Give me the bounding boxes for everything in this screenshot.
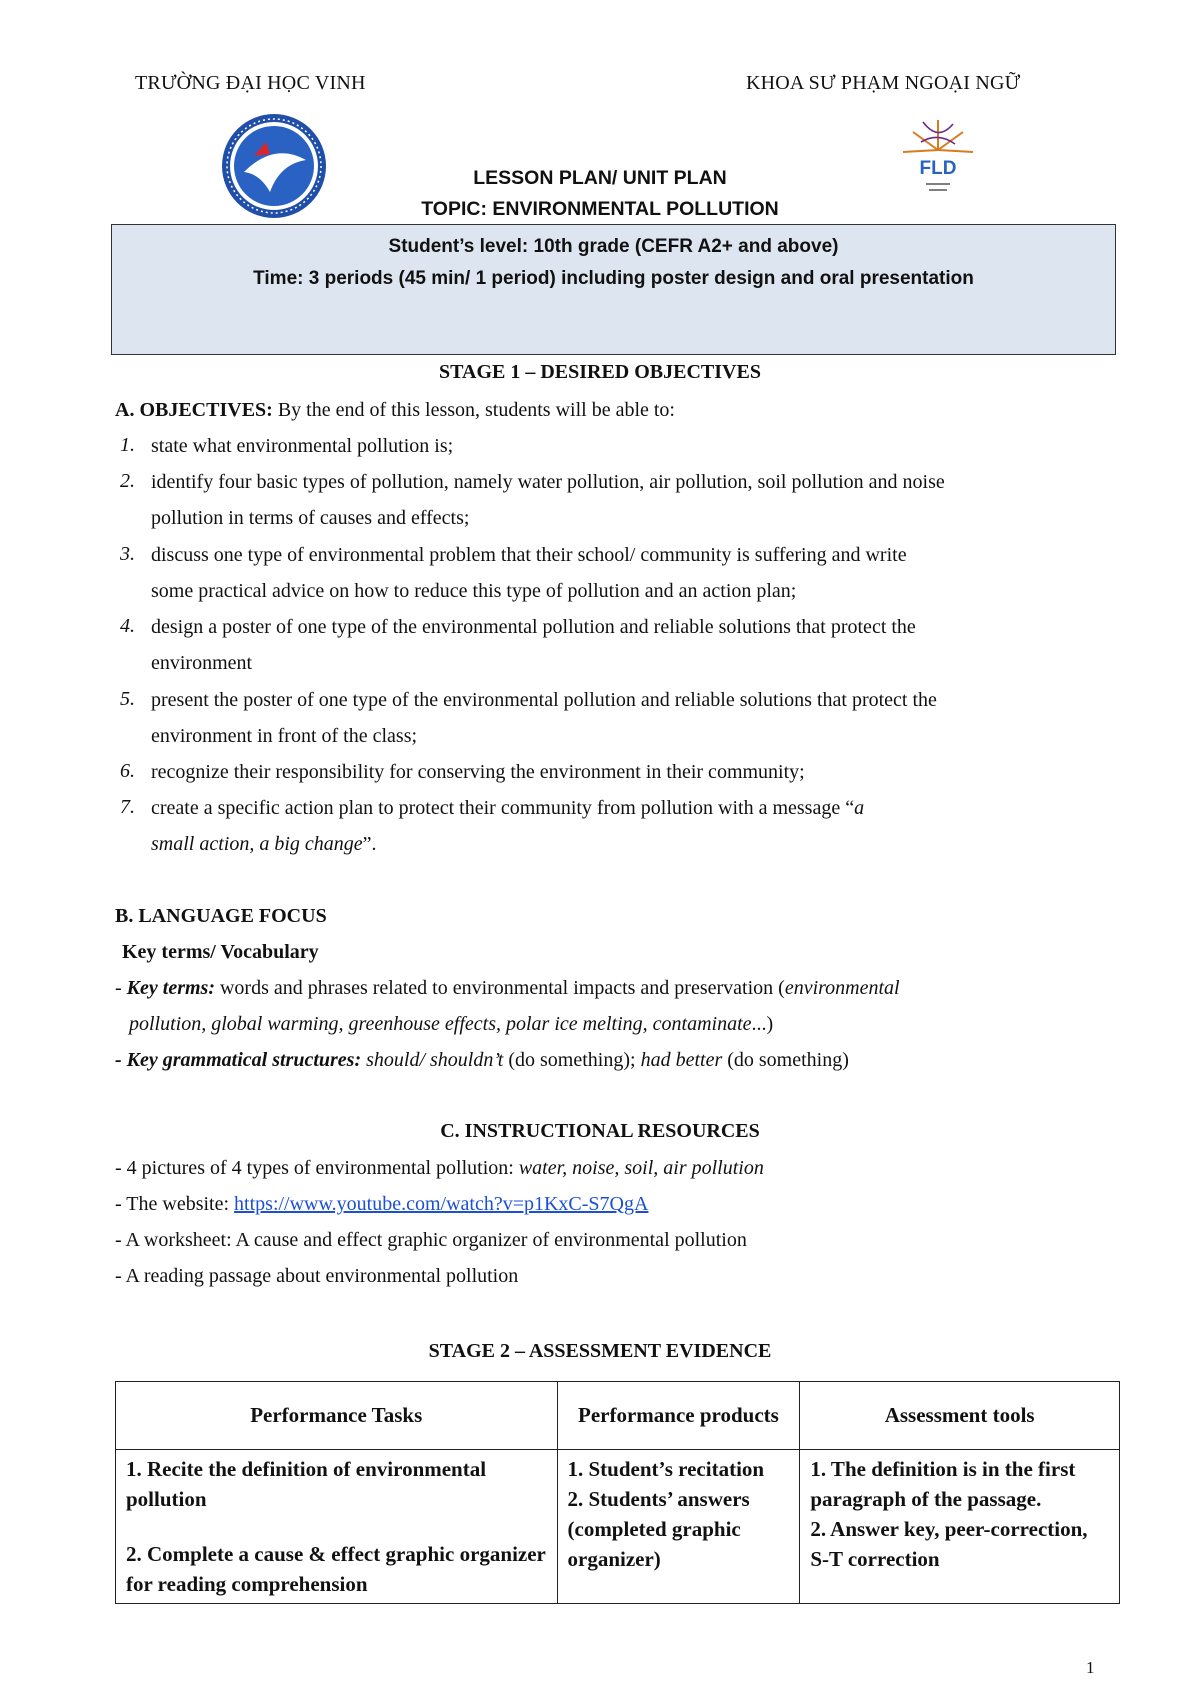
resources-heading: C. INSTRUCTIONAL RESOURCES [440, 1120, 760, 1142]
objective-number: 3. [120, 543, 135, 565]
resource-item [115, 1156, 764, 1180]
key-terms-line-cont [129, 1012, 773, 1036]
student-level: Student’s level: 10th grade (CEFR A2+ and above) [388, 236, 839, 257]
table-cell-tasks [116, 1450, 558, 1604]
stage2-heading: STAGE 2 – ASSESSMENT EVIDENCE [428, 1340, 772, 1362]
key-terms-end: ...) [751, 1013, 774, 1035]
grammar-structure-1: should/ shouldn’t [361, 1049, 504, 1071]
product-1: 1. Student’s recitation [567, 1457, 765, 1481]
objectives-label: A. OBJECTIVES: [115, 399, 273, 421]
key-terms-examples-cont: pollution, global warming, greenhouse effects, polar ice melting, contaminate [129, 1013, 752, 1035]
youtube-link[interactable]: https://www.youtube.com/watch?v=p1KxC-S7QgA [234, 1193, 649, 1215]
objective-7-end: ”. [362, 833, 377, 855]
lesson-plan-title: LESSON PLAN/ UNIT PLAN [473, 167, 727, 189]
objective-item: recognize their responsibility for conserving the environment in their community; [151, 761, 805, 783]
resource-item [115, 1192, 648, 1216]
objective-number: 1. [120, 434, 135, 456]
assessment-table [115, 1381, 1120, 1604]
objective-number: 2. [120, 470, 135, 492]
university-name: TRƯỜNG ĐẠI HỌC VINH [135, 72, 366, 94]
key-terms-examples: environmental [784, 977, 900, 999]
objective-item: state what environmental pollution is; [151, 435, 454, 457]
objective-item: discuss one type of environmental problem that their school/ community is suffering and write [151, 544, 907, 566]
objective-number: 7. [120, 796, 135, 818]
resource-item: - A worksheet: A cause and effect graphic organizer of environmental pollution [115, 1229, 747, 1251]
key-terms-subheading: Key terms/ Vocabulary [122, 941, 319, 963]
fld-logo-icon [893, 112, 983, 204]
objective-number: 6. [120, 760, 135, 782]
objective-item-cont: pollution in terms of causes and effects; [151, 507, 470, 529]
objectives-intro [115, 398, 675, 422]
page-number: 1 [1086, 1658, 1095, 1677]
objective-item: present the poster of one type of the environmental pollution and reliable solutions that protect the [151, 689, 937, 711]
objective-number: 4. [120, 615, 135, 637]
task-2: 2. Complete a cause & effect graphic organizer for reading comprehension [126, 1542, 546, 1596]
key-terms-dash: - [115, 977, 127, 999]
grammar-line [115, 1048, 849, 1072]
resource-1-types: water, noise, soil, air pollution [518, 1157, 764, 1179]
grammar-text-2: (do something) [722, 1049, 849, 1071]
language-focus-heading: B. LANGUAGE FOCUS [115, 905, 327, 927]
lesson-info-box [111, 224, 1116, 355]
table-row [116, 1450, 1120, 1604]
faculty-name: KHOA SƯ PHẠM NGOẠI NGỮ [746, 72, 1021, 94]
lesson-time: Time: 3 periods (45 min/ 1 period) including poster design and oral presentation [253, 268, 974, 289]
objective-item-cont: some practical advice on how to reduce this type of pollution and an action plan; [151, 580, 797, 602]
key-terms-text: words and phrases related to environmental impacts and preservation ( [214, 977, 785, 999]
tool-1: 1. The definition is in the first paragraph of the passage. [810, 1457, 1076, 1511]
resource-item: - A reading passage about environmental pollution [115, 1265, 519, 1287]
key-terms-label: Key terms: [126, 977, 215, 999]
table-header-row [116, 1382, 1120, 1450]
table-cell-products [557, 1450, 800, 1604]
tool-2: 2. Answer key, peer-correction, S-T correction [810, 1517, 1088, 1571]
objectives-text: By the end of this lesson, students will be able to: [272, 399, 675, 421]
objective-7-quote-start: a [854, 797, 865, 819]
objective-7-quote: small action, a big change [151, 833, 363, 855]
objective-item: design a poster of one type of the environmental pollution and reliable solutions that protect the [151, 616, 916, 638]
grammar-structure-2: had better [640, 1049, 723, 1071]
grammar-text-1: (do something); [503, 1049, 641, 1071]
grammar-label: - Key grammatical structures: [115, 1049, 362, 1071]
objective-item [151, 796, 864, 820]
objective-number: 5. [120, 688, 135, 710]
objective-item: identify four basic types of pollution, namely water pollution, air pollution, soil pollution and noise [151, 471, 945, 493]
table-header: Performance products [557, 1382, 800, 1450]
fld-text: FLD [919, 158, 957, 179]
objective-item-cont: environment [151, 652, 253, 674]
table-header: Performance Tasks [116, 1382, 558, 1450]
topic-title: TOPIC: ENVIRONMENTAL POLLUTION [421, 198, 779, 220]
resource-1-text: - 4 pictures of 4 types of environmental pollution: [115, 1157, 519, 1179]
objective-item-cont: environment in front of the class; [151, 725, 418, 747]
resource-2-text: - The website: [115, 1193, 235, 1215]
task-1: 1. Recite the definition of environmental pollution [126, 1457, 487, 1511]
table-cell-tools [800, 1450, 1120, 1604]
key-terms-line [115, 976, 900, 1000]
objective-7-text: create a specific action plan to protect their community from pollution with a message “ [151, 797, 855, 819]
table-header: Assessment tools [800, 1382, 1120, 1450]
product-2: 2. Students’ answers (completed graphic organizer) [567, 1487, 750, 1571]
stage1-heading: STAGE 1 – DESIRED OBJECTIVES [439, 361, 761, 383]
objective-item-cont [151, 832, 377, 856]
